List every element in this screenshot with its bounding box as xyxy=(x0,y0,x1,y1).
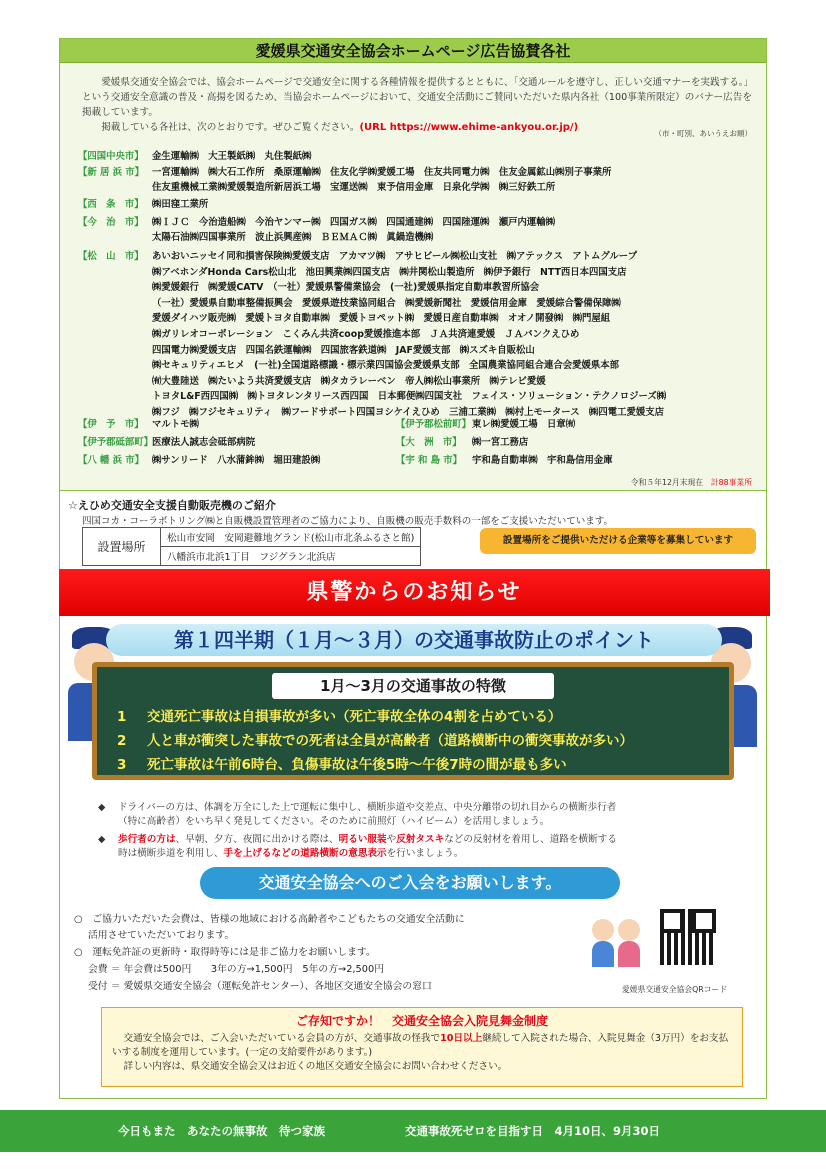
company-line: 宇和島自動車㈱ 宇和島信用金庫 xyxy=(472,455,613,466)
company-line: ㈱サンリード 八水蒲鉾㈱ 堀田建設㈱ xyxy=(152,455,321,466)
quarter-ribbon: 第１四半期（１月～３月）の交通事故防止のポイント xyxy=(106,624,722,656)
location-table xyxy=(82,527,421,566)
insurance-span: 交通安全協会では、ご入会いただいている会員の方が、交通事故の怪我で xyxy=(123,1033,441,1044)
region-label: 【西 条 市】 xyxy=(78,199,144,210)
diamond-icon: ◆ xyxy=(98,802,106,813)
company-line: マルトモ㈱ xyxy=(152,419,199,430)
join-line: ○ ご協力いただいた会費は、皆様の地域における高齢者やこどもたちの交通安全活動に xyxy=(74,914,465,925)
company-line: 太陽石油㈱四国事業所 波止浜興産㈱ ＢＥＭＡＣ㈱ 眞鍋造機㈱ xyxy=(152,232,434,243)
children-icon xyxy=(588,909,646,969)
region-label: 【松 山 市】 xyxy=(78,251,144,262)
point-text: 交通死亡事故は自損事故が多い（死亡事故全体の4割を占めている） xyxy=(147,709,562,725)
region-label: 【大 洲 市】 xyxy=(396,437,462,448)
as-of-date xyxy=(631,477,752,488)
point-number: 1 xyxy=(117,709,127,725)
insurance-note: 詳しい内容は、県交通安全協会又はお近くの地区交通安全協会にお問い合わせください。 xyxy=(123,1061,508,1072)
diamond-icon: ◆ xyxy=(98,834,106,845)
company-line: ㈱アベホンダHonda Cars松山北 池田興業㈱四国支店 ㈱井関松山製造所 ㈱伊予銀行 NTT西日本四国支店 xyxy=(152,266,627,278)
company-line: ㈲大豊陸送 ㈱たいよう共済愛媛支店 ㈱タカラレーベン 帝人㈱松山事業所 ㈱テレビ愛媛 xyxy=(152,375,546,387)
company-line: トヨタL&F西四国㈱ ㈱トヨタレンタリース西四国 日本郵便㈱四国支社 フェイス・ソリューション・テクノロジーズ㈱ xyxy=(152,391,667,403)
join-line: ○ 運転免許証の更新時・取得時等には是非ご協力をお願いします。 xyxy=(74,947,376,958)
company-line: 一宮運輸㈱ ㈱大石工作所 桑原運輸㈱ 住友化学㈱愛媛工場 住友共同電力㈱ 住友金属鉱山㈱別子事業所 xyxy=(152,167,612,178)
company-line: 住友重機械工業㈱愛媛製造所新居浜工場 宝運送㈱ 東予信用金庫 日泉化学㈱ ㈱三好鉄工所 xyxy=(152,182,556,193)
insurance-text xyxy=(112,1032,732,1060)
point-number: 2 xyxy=(117,733,127,749)
order-note: （市・町別、あいうえお順） xyxy=(654,129,752,138)
location-1: 松山市安岡 安岡避難地グランド(松山市北条ふるさと館) xyxy=(161,528,421,547)
region-label: 【今 治 市】 xyxy=(78,217,144,228)
company-line: 医療法人誠志会砥部病院 xyxy=(152,437,256,448)
join-line: 受付 ＝ 愛媛県交通安全協会（運転免許センター）、各地区交通安全協会の窓口 xyxy=(88,981,432,992)
bullet-text: などの反射材を着用し、道路を横断する xyxy=(444,834,617,845)
point-number: 3 xyxy=(117,757,127,773)
point-item xyxy=(117,729,633,749)
location-label: 設置場所 xyxy=(83,528,161,566)
qr-caption: 愛媛県交通安全協会QRコード xyxy=(622,985,728,994)
company-line: ㈱愛媛銀行 ㈱愛媛CATV （一社）愛媛県警備業協会 (一社)愛媛県指定自動車教習所協会 xyxy=(152,282,540,294)
bullet-text: 時は横断歩道を利用し、 xyxy=(118,848,224,859)
insurance-title: ご存知ですか！ 交通安全協会入院見舞金制度 xyxy=(295,1014,548,1028)
region-label: 【四国中央市】 xyxy=(78,151,144,162)
site-url[interactable]: (URL https://www.ehime-ankyou.or.jp/) xyxy=(359,122,579,133)
intro-text: 掲載している各社は、次のとおりです。ぜひご覧ください。 xyxy=(101,122,360,133)
join-line: 会費 ＝ 年会費は500円 3年の方→1,500円 5年の方→2,500円 xyxy=(88,964,385,975)
police-section xyxy=(59,569,767,1099)
point-text: 人と車が衝突した事故での死者は全員が高齢者（道路横断中の衝突事故が多い） xyxy=(147,733,633,749)
join-banner: 交通安全協会へのご入会をお願いします。 xyxy=(200,867,620,899)
location-2: 八幡浜市北浜1丁目 フジグラン北浜店 xyxy=(161,547,421,566)
point-text: 死亡事故は午前6時台、負傷事故は午後5時～午後7時の間が最も多い xyxy=(147,757,567,773)
qr-code-icon[interactable] xyxy=(660,909,716,965)
board-title: 1月～3月の交通事故の特徴 xyxy=(272,673,554,699)
intro-paragraph: 愛媛県交通安全協会では、協会ホームページで交通安全に関する各種情報を提供するとともに、「交通ルールを遵守し、正しい交通マナーを実践する。」という交通安全意識の普及・高揚を図るため、当協会ホームページにおいて、交通安全活動にご賛同いただいた県内各社（100事業所限定）のバナー広告を掲載しています。 xyxy=(82,77,752,118)
emphasis: 反射タスキ xyxy=(396,834,445,845)
police-banner: 県警からのお知らせ xyxy=(59,569,770,616)
company-line: （一社）愛媛県自動車整備振興会 愛媛県遊技業協同組合 ㈱愛媛新聞社 愛媛信用金庫 愛媛綜合警備保障㈱ xyxy=(152,297,621,309)
emphasis: 歩行者の方は xyxy=(118,834,176,845)
sponsor-intro xyxy=(82,75,752,135)
vending-description: 四国コカ・コーラボトリング㈱と自販機設置管理者のご協力により、自販機の販売手数料の一部をご支援いただいています。 xyxy=(82,516,614,527)
footer-bar xyxy=(0,1110,826,1152)
company-line: 金生運輸㈱ 大王製紙㈱ 丸住製紙㈱ xyxy=(152,151,312,162)
company-line: あいおいニッセイ同和損害保険㈱愛媛支店 アカマツ㈱ アサヒビール㈱松山支社 ㈱アテックス アトムグループ xyxy=(152,251,638,262)
company-line: ㈱セキュリティエヒメ (一社)全国道路標識・標示業四国協会愛媛県支部 全国農業協同組合連合会愛媛県本部 xyxy=(152,360,620,372)
emphasis: 10日以上 xyxy=(440,1033,483,1044)
company-line: ㈱ＩＪＣ 今治造船㈱ 今治ヤンマー㈱ 四国ガス㈱ 四国通建㈱ 四国陸運㈱ 瀬戸内運輸㈱ xyxy=(152,217,556,228)
total-count: 計88事業所 xyxy=(710,478,752,487)
point-item xyxy=(117,705,561,725)
join-line: 活用させていただいております。 xyxy=(88,930,235,941)
region-label: 【伊予郡砥部町】 xyxy=(78,437,154,448)
bullet-line: （特に高齢者）をいち早く発見してください。そのために前照灯（ハイビーム）を活用しましょう。 xyxy=(118,816,550,827)
vending-heading: ☆えひめ交通安全支援自動販売機のご紹介 xyxy=(68,499,276,512)
emphasis: 手を上げるなどの道路横断の意思表示 xyxy=(223,848,387,859)
company-line: ㈱ガリレオコーポレーション こくみん共済coop愛媛推進本部 ＪＡ共済連愛媛 ＪＡバンクえひめ xyxy=(152,328,580,340)
company-line: ㈱フジ ㈱フジセキュリティ ㈱フードサポート四国ヨシケイえひめ 三浦工業㈱ ㈱村上モータース ㈱四電工愛媛支店 xyxy=(152,406,664,418)
region-label: 【宇 和 島 市】 xyxy=(396,455,463,466)
bullet-text: を行いましょう。 xyxy=(386,848,464,859)
recruit-button[interactable]: 設置場所をご提供いただける企業等を募集しています xyxy=(480,528,756,554)
company-line: 東レ㈱愛媛工場 日章㈲ xyxy=(472,419,576,430)
region-label: 【伊予郡松前町】 xyxy=(396,419,472,430)
region-label: 【八 幡 浜 市】 xyxy=(78,455,145,466)
company-line: 愛媛ダイハツ販売㈱ 愛媛トヨタ自動車㈱ 愛媛トヨペット㈱ 愛媛日産自動車㈱ オオノ開發㈱ ㈱門屋組 xyxy=(152,313,611,325)
bullet-line: ドライバーの方は、体調を万全にした上で運転に集中し、横断歩道や交差点、中央分離帯の切れ目からの横断歩行者 xyxy=(118,802,617,813)
region-label: 【新 居 浜 市】 xyxy=(78,167,145,178)
bullet-text: や xyxy=(386,834,397,845)
company-line: 四国電力㈱愛媛支店 四国名鉄運輸㈱ 四国旅客鉄道㈱ JAF愛媛支部 ㈱スズキ自販松山 xyxy=(152,344,535,356)
emphasis: 明るい服装 xyxy=(338,834,387,845)
bullet-text: 、早朝、夕方、夜間に出かける際は、 xyxy=(175,834,339,845)
vending-section xyxy=(59,491,767,569)
insurance-span: 継続して入院された場合、入院見舞金（3万円）をお支払いする制度を運用しています。(一定の支給要件があります。) xyxy=(112,1033,729,1058)
as-of-text: 令和５年12月末現在 xyxy=(630,478,704,487)
point-item xyxy=(117,753,567,773)
chalkboard xyxy=(92,662,734,780)
company-line: ㈱田窪工業所 xyxy=(152,199,209,210)
region-label: 【伊 予 市】 xyxy=(78,419,144,430)
sponsor-section xyxy=(59,38,767,491)
sponsor-title: 愛媛県交通安全協会ホームページ広告協賛各社 xyxy=(60,39,766,63)
intro-paragraph-2 xyxy=(82,120,752,135)
footer-slogan: 今日もまた あなたの無事故 待つ家族 xyxy=(118,1124,325,1138)
company-line: ㈱一宮工務店 xyxy=(472,437,529,448)
insurance-box xyxy=(101,1007,743,1087)
footer-days: 交通事故死ゼロを目指す日 4月10日、9月30日 xyxy=(405,1124,661,1138)
